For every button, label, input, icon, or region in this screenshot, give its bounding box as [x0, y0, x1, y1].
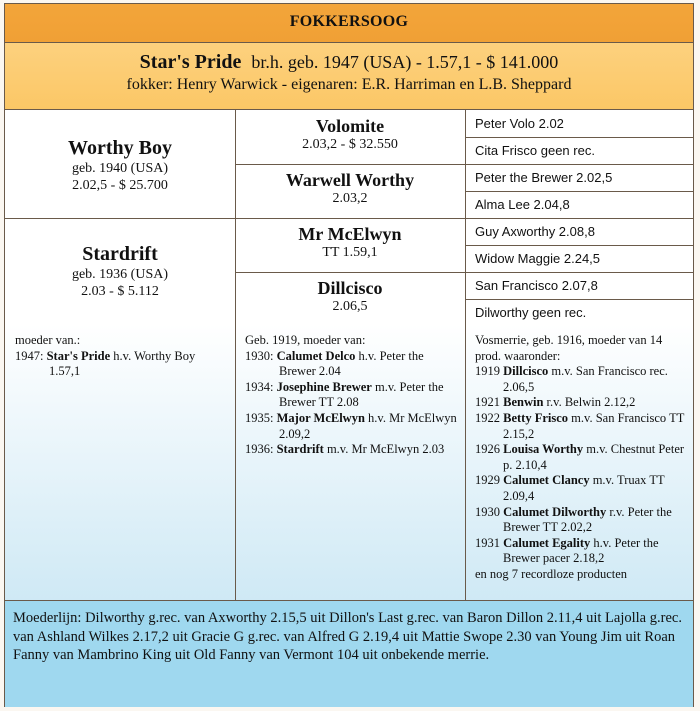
notes-dddam-item: 1931 Calumet Egality h.v. Peter the Brewer pacer 2.18,2 — [475, 535, 659, 566]
dam-dam-cell — [235, 278, 465, 315]
horse-details: br.h. geb. 1947 (USA) - 1.57,1 - $ 141.000 — [251, 52, 559, 72]
notes-dddam-item: 1930 Calumet Dilworthy r.v. Peter the Brewer TT 2.02,2 — [475, 504, 672, 535]
sire-dam-record: 2.03,2 — [332, 191, 368, 206]
sire-record: 2.02,5 - $ 25.700 — [72, 178, 168, 193]
sire-name: Worthy Boy — [68, 137, 172, 159]
dam-birth: geb. 1936 (USA) — [71, 267, 169, 282]
sire-sire-name: Volomite — [315, 116, 385, 136]
notes-damdam — [236, 324, 465, 600]
horse-name: Star's Pride — [139, 51, 242, 73]
notes-damdam-item: 1934: Josephine Brewer m.v. Peter the Brewer TT 2.08 — [245, 379, 444, 410]
notes-damdam-item: 1930: Calumet Delco h.v. Peter the Brewer 2.04 — [245, 348, 424, 379]
notes-dddam-outro: en nog 7 recordloze producten — [475, 566, 628, 581]
ancestor-6: Widow Maggie 2.24,5 — [475, 251, 601, 266]
sire-cell — [5, 137, 235, 194]
notes-dddam — [466, 324, 694, 600]
dam-sire-record: TT 1.59,1 — [322, 245, 378, 260]
dam-dam-name: Dillcisco — [317, 278, 383, 298]
notes-damdam-item: 1936: Stardrift m.v. Mr McElwyn 2.03 — [245, 442, 445, 457]
dam-record: 2.03 - $ 5.112 — [81, 284, 159, 299]
horse-header — [5, 43, 693, 110]
card-title: FOKKERSOOG — [5, 4, 693, 43]
horse-line — [5, 43, 693, 74]
notes-dddam-intro: Vosmerrie, geb. 1916, moeder van 14 prod. waaronder: — [475, 333, 663, 363]
dam-line-footer: Moederlijn: Dilworthy g.rec. van Axworthy 2.15,5 uit Dillon's Last g.rec. van Baron Dillon 2.11,4 uit Lajolla g.rec. van Ashland Wilkes 2.17,2 uit Gracie G g.rec. van Alfred G 2.19,4 uit Mattie Swope 2.30 van Young Jim uit Roan Fanny van Mambrino King uit Old Fanny van Vermont 104 uit onbekende merrie. — [5, 601, 693, 707]
dam-name: Stardrift — [82, 243, 158, 265]
notes-dam-intro: moeder van.: — [15, 333, 81, 347]
ancestor-8: Dilworthy geen rec. — [475, 305, 587, 320]
pedigree-grid — [5, 110, 693, 327]
offspring-notes — [5, 324, 693, 601]
ancestor-5: Guy Axworthy 2.08,8 — [475, 224, 595, 239]
pedigree-card — [4, 3, 694, 707]
notes-dddam-item: 1921 Benwin r.v. Belwin 2.12,2 — [475, 395, 636, 410]
notes-dddam-item: 1919 Dillcisco m.v. San Francisco rec. 2.06,5 — [475, 364, 668, 394]
sire-sire-record: 2.03,2 - $ 32.550 — [302, 137, 398, 152]
dam-sire-name: Mr McElwyn — [298, 224, 402, 244]
ancestor-3: Peter the Brewer 2.02,5 — [475, 170, 613, 185]
sire-dam-cell — [235, 170, 465, 207]
dam-dam-record: 2.06,5 — [332, 299, 368, 314]
dam-cell — [5, 243, 235, 300]
ancestor-7: San Francisco 2.07,8 — [475, 278, 598, 293]
horse-breeding: fokker: Henry Warwick - eigenaren: E.R. Harriman en L.B. Sheppard — [126, 76, 572, 93]
notes-dam-item: 1947: Star's Pride h.v. Worthy Boy 1.57,1 — [15, 348, 196, 379]
ancestor-4: Alma Lee 2.04,8 — [475, 197, 570, 212]
sire-sire-cell — [235, 116, 465, 153]
ancestor-2: Cita Frisco geen rec. — [475, 143, 595, 158]
notes-dddam-item: 1922 Betty Frisco m.v. San Francisco TT 2.15,2 — [475, 410, 685, 441]
sire-birth: geb. 1940 (USA) — [71, 161, 169, 176]
sire-dam-name: Warwell Worthy — [285, 170, 415, 190]
notes-dddam-item: 1926 Louisa Worthy m.v. Chestnut Peter p. 2.10,4 — [475, 442, 685, 472]
notes-dddam-item: 1929 Calumet Clancy m.v. Truax TT 2.09,4 — [475, 473, 665, 503]
notes-damdam-item: 1935: Major McElwyn h.v. Mr McElwyn 2.09,2 — [245, 410, 457, 441]
notes-dam — [5, 324, 235, 600]
ancestor-1: Peter Volo 2.02 — [475, 116, 564, 131]
notes-damdam-intro: Geb. 1919, moeder van: — [245, 333, 366, 347]
dam-sire-cell — [235, 224, 465, 261]
